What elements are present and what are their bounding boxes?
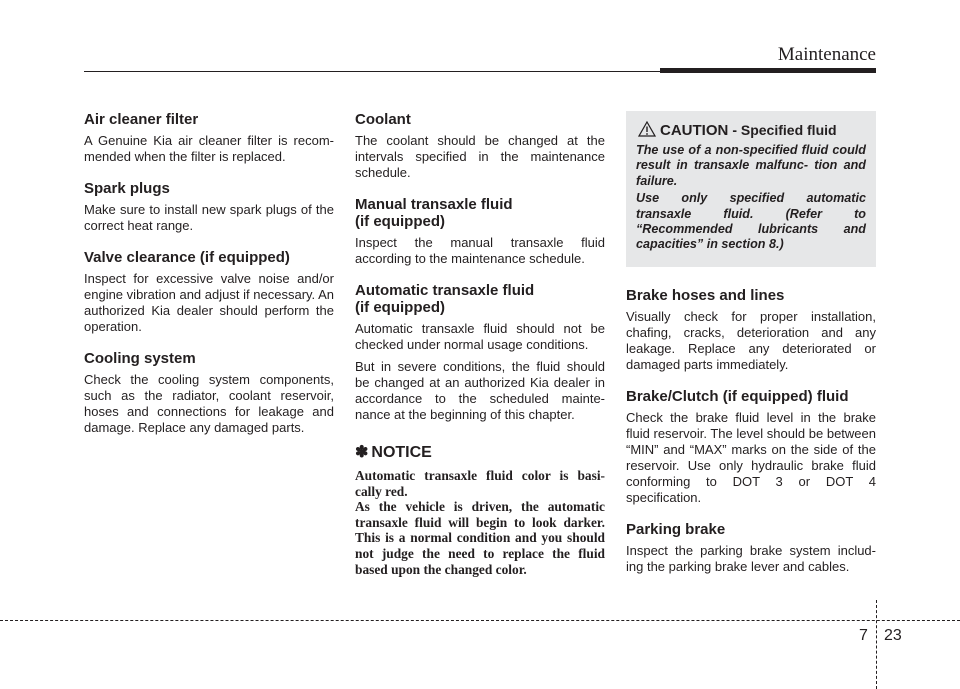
section-heading: Coolant (355, 111, 411, 128)
column-left (84, 111, 334, 451)
section-text: Make sure to install new spark plugs of the correct heat range. (84, 202, 334, 233)
section-valve-clearance (84, 249, 334, 335)
notice-label: NOTICE (371, 444, 432, 461)
notice-text (355, 468, 605, 577)
caution-paragraph: The use of a non-specified fluid could result in transaxle malfunc- tion and failure. (636, 143, 866, 188)
section-text: The coolant should be changed at the intervals specified in the maintenance schedule. (355, 133, 605, 180)
section-text: Check the brake fluid level in the brake fluid reservoir. The level should be between “MIN” and “MAX” marks on the side of the reservoir. Use only hydraulic brake fluid conforming to DOT 3 or DOT 4 specification. (626, 409, 876, 505)
section-parking-brake (626, 521, 876, 575)
section-text: Check the cooling system components, such as the radiator, coolant reservoir, hoses and connections for leakage and damage. Replace any damaged parts. (84, 372, 334, 435)
footer-dashed-divider (876, 600, 877, 689)
column-middle (355, 111, 605, 577)
section-heading (355, 196, 605, 230)
column-right (626, 111, 876, 590)
heading-line: Automatic transaxle fluid (355, 282, 535, 299)
section-heading: Parking brake (626, 520, 726, 538)
section-spark-plugs (84, 180, 334, 234)
notice-block (355, 444, 605, 577)
section-text: Inspect the parking brake system includ- ing the parking brake lever and cables. (626, 542, 876, 574)
warning-triangle-icon (638, 121, 656, 137)
section-text: A Genuine Kia air cleaner filter is recom- mended when the filter is replaced. (84, 133, 334, 164)
section-heading: Air cleaner filter (84, 111, 199, 128)
section-brake-clutch-fluid (626, 388, 876, 506)
caution-label: CAUTION (660, 122, 729, 139)
caution-header (636, 119, 866, 139)
section-text: Visually check for proper installation, chafing, cracks, deterioration and any leakage. Replace any deteriorated or damaged parts immediately. (626, 308, 876, 372)
caution-subtitle: - Specified fluid (732, 122, 837, 138)
section-text: Inspect for excessive valve noise and/or engine vibration and adjust if necessary. An authorized Kia dealer should perform the operation. (84, 271, 334, 334)
heading-line: Manual transaxle fluid (355, 196, 513, 213)
header-rule-thin (84, 71, 660, 72)
notice-paragraph: As the vehicle is driven, the automatic transaxle fluid will begin to look darker. This is a normal condition and you should not judge the need to replace the fluid based upon the changed color. (355, 499, 605, 577)
caution-paragraph: Use only specified automatic transaxle fluid. (Refer to “Recommended lubricants and capacities” in section 8.) (636, 191, 866, 252)
section-text: But in severe conditions, the fluid should be changed at an authorized Kia dealer in accordance to the scheduled mainte- nance at the beginning of this chapter. (355, 359, 605, 422)
section-heading: Brake hoses and lines (626, 286, 785, 304)
page-number: 23 (884, 627, 902, 644)
section-coolant (355, 111, 605, 181)
section-cooling-system (84, 350, 334, 436)
section-heading (355, 282, 605, 316)
heading-line: (if equipped) (355, 299, 445, 316)
section-heading: Valve clearance (if equipped) (84, 249, 290, 266)
section-heading: Spark plugs (84, 180, 170, 197)
section-text: Inspect the manual transaxle fluid according to the maintenance schedule. (355, 235, 605, 266)
section-air-cleaner-filter (84, 111, 334, 165)
section-manual-transaxle-fluid (355, 196, 605, 267)
footer-dashed-rule (0, 620, 960, 621)
section-brake-hoses-and-lines (626, 287, 876, 373)
notice-star-icon: ✽ (355, 444, 369, 461)
heading-line: (if equipped) (355, 213, 445, 230)
section-heading: Cooling system (84, 350, 196, 367)
header-rule-thick (660, 68, 876, 73)
section-automatic-transaxle-fluid (355, 282, 605, 423)
page-header-title: Maintenance (777, 44, 876, 65)
section-heading: Brake/Clutch (if equipped) fluid (626, 387, 849, 405)
page-chapter-number: 7 (859, 627, 868, 644)
notice-paragraph: Automatic transaxle fluid color is basi- cally red. (355, 468, 605, 499)
section-text: Automatic transaxle fluid should not be checked under normal usage conditions. (355, 321, 605, 352)
caution-box (626, 111, 876, 267)
notice-title (355, 444, 605, 462)
